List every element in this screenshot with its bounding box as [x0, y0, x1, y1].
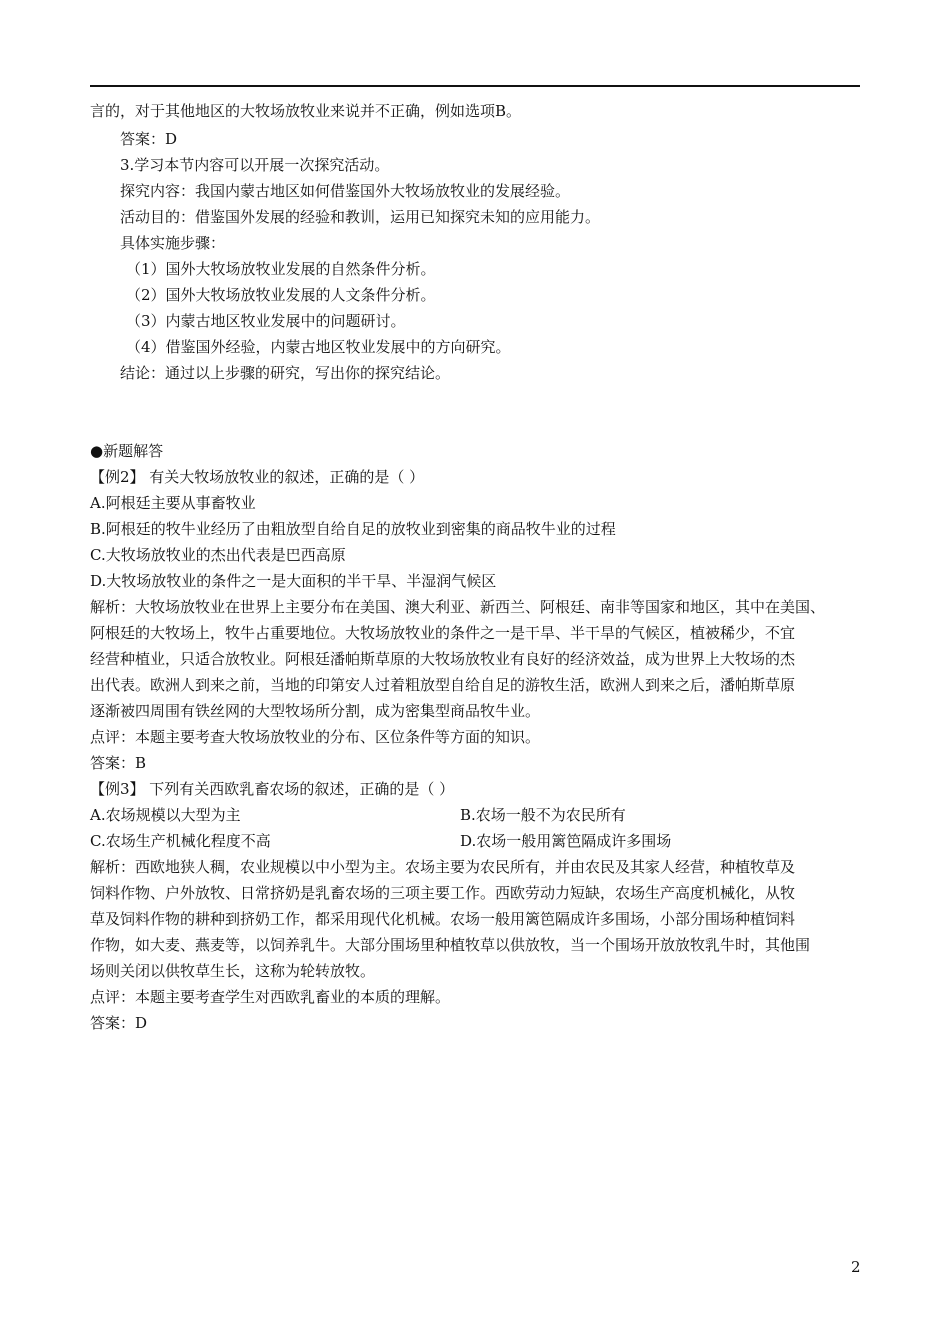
example2-option-b: B.阿根廷的牧牛业经历了由粗放型自给自足的放牧业到密集的商品牧牛业的过程: [90, 520, 616, 538]
example2-analysis-line: 逐渐被四周围有铁丝网的大型牧场所分割，成为密集型商品牧牛业。: [90, 702, 541, 720]
example2-option-a: A.阿根廷主要从事畜牧业: [90, 494, 256, 512]
text-line: 3.学习本节内容可以开展一次探究活动。: [120, 156, 390, 174]
example3-answer: 答案：D: [90, 1014, 148, 1032]
example3-question: 【例3】 下列有关西欧乳畜农场的叙述，正确的是（ ）: [90, 780, 455, 798]
example2-question: 【例2】 有关大牧场放牧业的叙述，正确的是（ ）: [90, 468, 425, 486]
header-rule: [90, 85, 860, 87]
example3-comment: 点评：本题主要考查学生对西欧乳畜业的本质的理解。: [90, 988, 451, 1006]
step-item: （1）国外大牧场放牧业发展的自然条件分析。: [126, 260, 436, 278]
step-item: （2）国外大牧场放牧业发展的人文条件分析。: [126, 286, 436, 304]
example2-option-c: C.大牧场放牧业的杰出代表是巴西高原: [90, 546, 346, 564]
example2-comment: 点评：本题主要考查大牧场放牧业的分布、区位条件等方面的知识。: [90, 728, 541, 746]
example3-analysis-line: 场则关闭以供牧草生长，这称为轮转放牧。: [90, 962, 376, 980]
example2-analysis-line: 解析：大牧场放牧业在世界上主要分布在美国、澳大利亚、新西兰、阿根廷、南非等国家和地区，其中在美国、: [90, 598, 826, 616]
text-line: 结论：通过以上步骤的研究，写出你的探究结论。: [120, 364, 451, 382]
section-title: ●新题解答: [90, 442, 164, 460]
step-item: （3）内蒙古地区牧业发展中的问题研讨。: [126, 312, 406, 330]
step-item: （4）借鉴国外经验，内蒙古地区牧业发展中的方向研究。: [126, 338, 511, 356]
example2-answer: 答案：B: [90, 754, 147, 772]
example2-option-d: D.大牧场放牧业的条件之一是大面积的半干旱、半湿润气候区: [90, 572, 497, 590]
example3-analysis-line: 解析：西欧地狭人稠，农业规模以中小型为主。农场主要为农民所有，并由农民及其家人经营，种植牧草及: [90, 858, 796, 876]
page-number: 2: [851, 1258, 861, 1276]
text-line: 探究内容：我国内蒙古地区如何借鉴国外大牧场放牧业的发展经验。: [120, 182, 571, 200]
example2-analysis-line: 阿根廷的大牧场上，牧牛占重要地位。大牧场放牧业的条件之一是干旱、半干旱的气候区，植被稀少，不宜: [90, 624, 796, 642]
text-line: 活动目的：借鉴国外发展的经验和教训，运用已知探究未知的应用能力。: [120, 208, 601, 226]
text-line: 言的，对于其他地区的大牧场放牧业来说并不正确，例如选项B。: [90, 102, 522, 120]
example3-option-d: D.农场一般用篱笆隔成许多围场: [460, 832, 672, 850]
example3-option-a: A.农场规模以大型为主: [90, 806, 241, 824]
answer-line: 答案：D: [120, 130, 178, 148]
example2-analysis-line: 出代表。欧洲人到来之前，当地的印第安人过着粗放型自给自足的游牧生活，欧洲人到来之后，潘帕斯草原: [90, 676, 796, 694]
example3-option-b: B.农场一般不为农民所有: [460, 806, 626, 824]
example3-option-c: C.农场生产机械化程度不高: [90, 832, 271, 850]
example2-analysis-line: 经营种植业，只适合放牧业。阿根廷潘帕斯草原的大牧场放牧业有良好的经济效益，成为世界上大牧场的杰: [90, 650, 796, 668]
example3-analysis-line: 草及饲料作物的耕种到挤奶工作，都采用现代化机械。农场一般用篱笆隔成许多围场，小部分围场种植饲料: [90, 910, 796, 928]
example3-analysis-line: 作物，如大麦、燕麦等，以饲养乳牛。大部分围场里种植牧草以供放牧，当一个围场开放放牧乳牛时，其他围: [90, 936, 811, 954]
text-line: 具体实施步骤：: [120, 234, 226, 252]
example3-analysis-line: 饲料作物、户外放牧、日常挤奶是乳畜农场的三项主要工作。西欧劳动力短缺，农场生产高度机械化，从牧: [90, 884, 796, 902]
